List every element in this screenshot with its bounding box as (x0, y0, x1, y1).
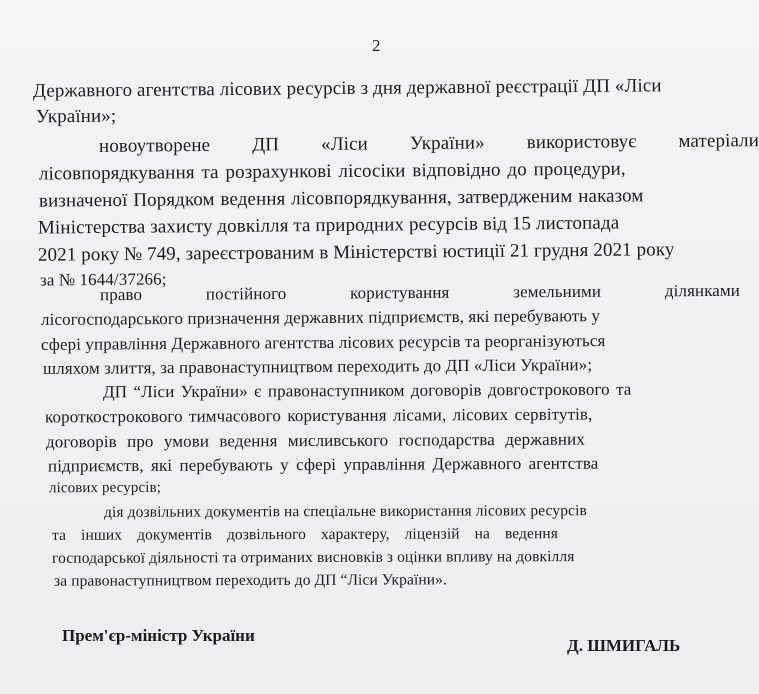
p3-word: право (99, 284, 143, 305)
p5-line1: дія дозвільних документів на спеціальне використання лісових ресурсів (103, 502, 587, 521)
p4-line2: короткострокового тимчасового користування лісами, лісових сервітутів, (44, 404, 593, 427)
signature-name: Д. ШМИГАЛЬ (567, 636, 681, 655)
p3-word: ділянками (664, 280, 741, 301)
p4-line3: договорів про умови ведення мисливського господарства державних (45, 429, 585, 452)
p3-word: користування (350, 282, 450, 303)
p3-line1 (100, 279, 740, 307)
p2-line4: Міністерства захисту довкілля та природних ресурсів від 15 листопада (37, 212, 620, 239)
p3-line3: сфері управління Державного агентства лісових ресурсів та реорганізуються (40, 331, 606, 354)
p2-line3: визначеної Порядком ведення лісовпорядкування, затвердженим наказом (38, 185, 644, 212)
p3-word: постійного (205, 283, 287, 304)
p2-line2: лісовпорядкування та розрахункові лісосіки відповідно до процедури, (38, 158, 626, 185)
p2-word: використовує (526, 131, 637, 154)
p1-line1: Державного агентства лісових ресурсів з дня державної реєстрації ДП «Ліси (32, 75, 662, 102)
p4-line5: лісових ресурсів; (48, 479, 161, 497)
p2-word: України» (409, 132, 485, 155)
p4-line1: ДП “Ліси України» є правонаступником договорів довгострокового та (102, 379, 632, 402)
p2-line1 (99, 129, 759, 159)
p2-word: новоутворене (98, 134, 211, 157)
p2-word: матеріали (678, 130, 759, 152)
signature-role: Прем'єр-міністр України (62, 626, 255, 645)
p2-line6: за № 1644/37266; (39, 269, 167, 290)
p1-line2: України»; (35, 105, 117, 128)
p2-line5: 2021 року № 749, зареєстрованим в Міністерстві юстиції 21 грудня 2021 року (37, 239, 675, 266)
p4-line4: підприємств, які перебувають у сфері управління Державного агентства (47, 453, 599, 476)
p3-line4: шляхом злиття, за правонаступництвом переходить до ДП «Ліси України»; (42, 355, 593, 378)
p2-word: ДП (252, 134, 280, 156)
p2-word: «Ліси (320, 133, 368, 155)
p5-line4: за правонаступництвом переходить до ДП “Ліси України». (53, 571, 448, 590)
p3-line2: лісогосподарського призначення державних підприємств, які перебувають у (40, 306, 601, 329)
page-number: 2 (372, 36, 381, 55)
p5-line2: та інших документів дозвільного характеру, ліцензій на ведення (51, 525, 559, 544)
p5-line3: господарської діяльності та отриманих висновків з оцінки впливу на довкілля (51, 548, 575, 567)
p3-word: земельними (513, 281, 602, 302)
